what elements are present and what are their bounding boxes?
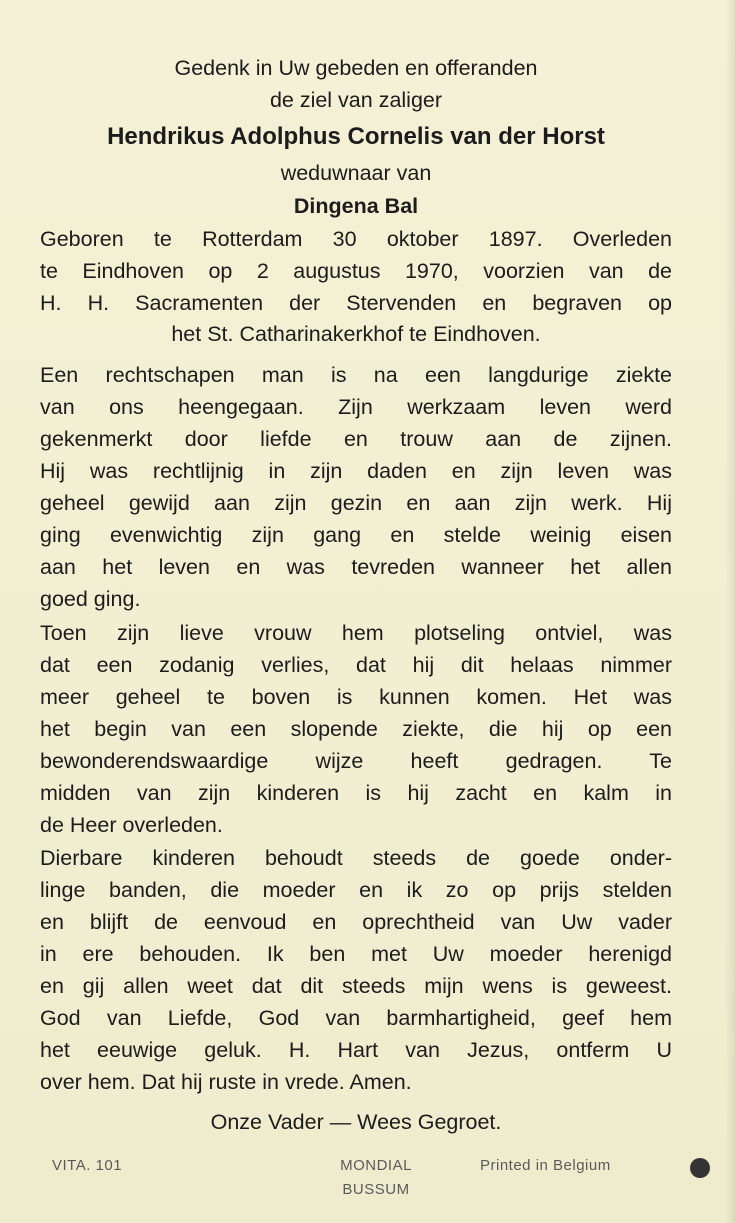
footer-printed: Printed in Belgium (480, 1157, 611, 1174)
paragraph-1-line: van ons heengegaan. Zijn werkzaam leven werd (40, 395, 672, 419)
paragraph-3-line: het eeuwige geluk. H. Hart van Jezus, ontferm U (40, 1038, 672, 1062)
paragraph-1-line: Een rechtschapen man is na een langdurige ziekte (40, 363, 672, 387)
paragraph-2-line: Toen zijn lieve vrouw hem plotseling ontviel, was (40, 621, 672, 645)
closing-prayer: Onze Vader — Wees Gegroet. (210, 1110, 502, 1134)
paragraph-3-line: over hem. Dat hij ruste in vrede. Amen. (40, 1070, 412, 1094)
deceased-name: Hendrikus Adolphus Cornelis van der Horst (107, 123, 605, 150)
paragraph-3-line: en gij allen weet dat dit steeds mijn wens is geweest. (40, 974, 672, 998)
paragraph-2-line: de Heer overleden. (40, 813, 223, 837)
relation-text: weduwnaar van (280, 161, 432, 185)
paragraph-3-line: linge banden, die moeder en ik zo op prijs stelden (40, 878, 672, 902)
paragraph-1-line: goed ging. (40, 587, 141, 611)
paragraph-3-line: Dierbare kinderen behoudt steeds de goede onder- (40, 846, 672, 870)
footer-publisher-line-2: BUSSUM (342, 1181, 410, 1198)
birth-line: te Eindhoven op 2 augustus 1970, voorzien van de (40, 259, 672, 283)
birth-line: het St. Catharinakerkhof te Eindhoven. (171, 322, 541, 346)
birth-line: H. H. Sacramenten der Stervenden en begraven op (40, 291, 672, 315)
header-line-1: Gedenk in Uw gebeden en offeranden (174, 56, 538, 80)
paragraph-1-line: gekenmerkt door liefde en trouw aan de zijnen. (40, 427, 672, 451)
footer-code: VITA. 101 (52, 1157, 123, 1174)
paragraph-3-line: en blijft de eenvoud en oprechtheid van Uw vader (40, 910, 672, 934)
paragraph-2-line: meer geheel te boven is kunnen komen. Het was (40, 685, 672, 709)
footer-publisher-line-1: MONDIAL (340, 1157, 412, 1174)
birth-line: Geboren te Rotterdam 30 oktober 1897. Overleden (40, 227, 672, 251)
paragraph-2-line: bewonderendswaardige wijze heeft gedragen. Te (40, 749, 672, 773)
card-edge-shadow (725, 0, 735, 1223)
paragraph-3-line: in ere behouden. Ik ben met Uw moeder herenigd (40, 942, 672, 966)
paragraph-1-line: Hij was rechtlijnig in zijn daden en zijn leven was (40, 459, 672, 483)
paragraph-1-line: aan het leven en was tevreden wanneer het allen (40, 555, 672, 579)
paragraph-3-line: God van Liefde, God van barmhartigheid, geef hem (40, 1006, 672, 1030)
paragraph-1-line: geheel gewijd aan zijn gezin en aan zijn werk. Hij (40, 491, 672, 515)
paragraph-2-line: het begin van een slopende ziekte, die hij op een (40, 717, 672, 741)
printer-mark-icon (690, 1158, 710, 1178)
paragraph-2-line: midden van zijn kinderen is hij zacht en kalm in (40, 781, 672, 805)
paragraph-2-line: dat een zodanig verlies, dat hij dit helaas nimmer (40, 653, 672, 677)
paragraph-1-line: ging evenwichtig zijn gang en stelde weinig eisen (40, 523, 672, 547)
spouse-name: Dingena Bal (293, 194, 419, 218)
header-line-2: de ziel van zaliger (269, 88, 443, 112)
